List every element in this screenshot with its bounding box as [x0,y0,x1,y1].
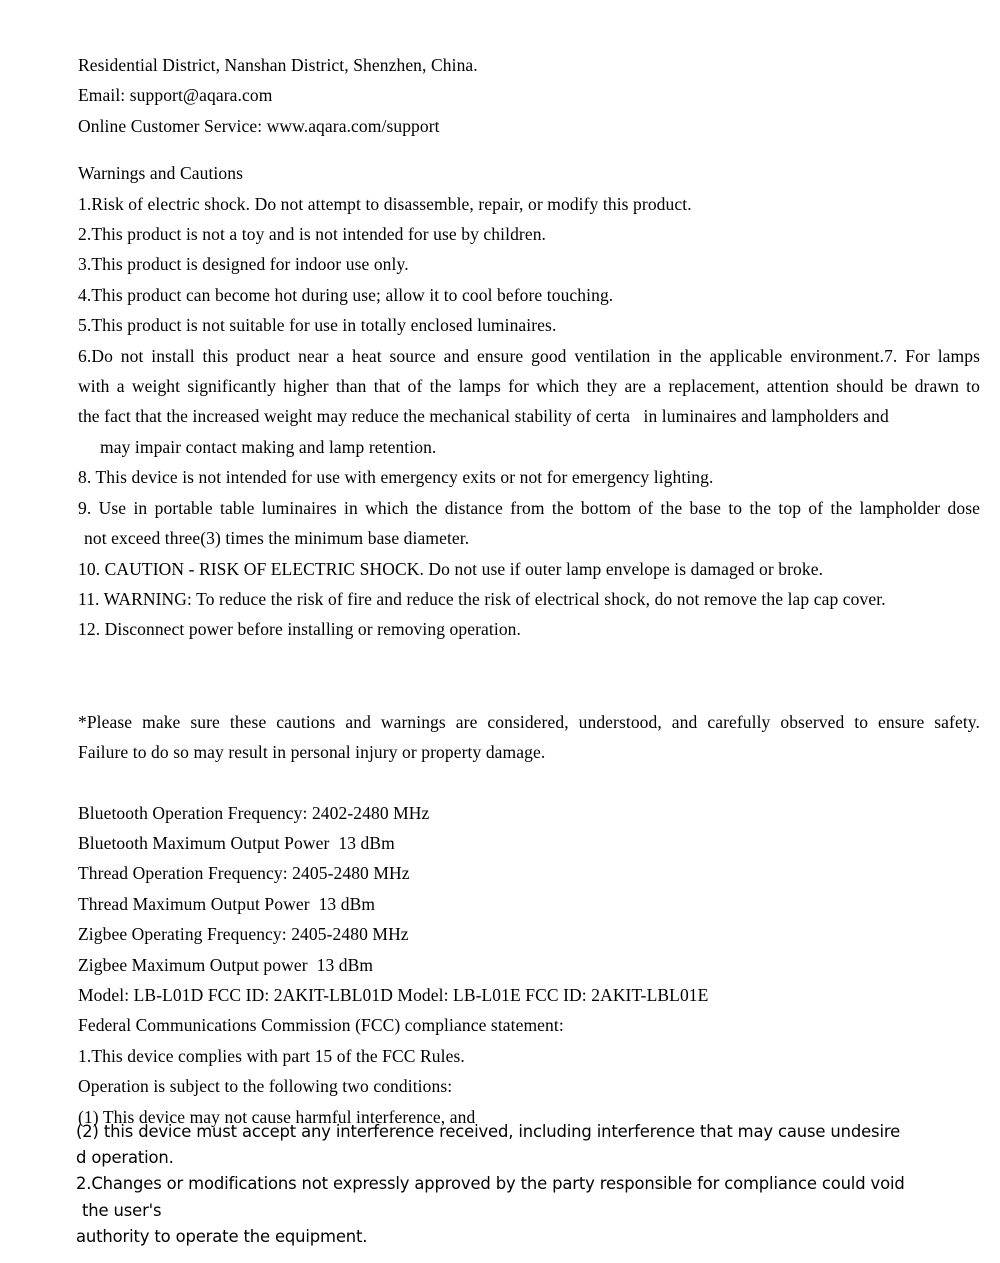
warning-item-1: 1.Risk of electric shock. Do not attempt to disassemble, repair, or modify this product. [78,193,692,214]
warning-item-11: 11. WARNING: To reduce the risk of fire and reduce the risk of electrical shock, do not remove the lap cap cover. [78,588,886,609]
warning-item-9-line-2: not exceed three(3) times the minimum base diameter. [84,528,470,549]
fcc-rule-2-line-3: authority to operate the equipment. [76,1226,368,1246]
warning-item-9-line-1: 9. Use in portable table luminaires in which the distance from the bottom of the base to the top of the lampholder dose [78,497,980,518]
document-body-sans [76,1119,984,1250]
spacer [78,645,980,707]
spacer [78,141,980,158]
warning-item-6-line-1: 6.Do not install this product near a heat source and ensure good ventilation in the applicable environment.7. For lamps [78,345,980,366]
warning-item-4: 4.This product can become hot during use; allow it to cool before touching. [78,284,614,305]
zigbee-power-line: Zigbee Maximum Output power 13 dBm [78,954,374,975]
fcc-condition-2-line-1: (2) this device must accept any interference received, including interference that may cause undesire [76,1122,901,1141]
warning-item-6-line-2: with a weight significantly higher than that of the lamps for which they are a replacement, attention should be drawn to [78,376,980,397]
model-fcc-id-line: Model: LB-L01D FCC ID: 2AKIT-LBL01D Model: LB-L01E FCC ID: 2AKIT-LBL01E [78,984,709,1005]
fcc-condition-1: (1) This device may not cause harmful interference, and [78,1106,476,1127]
zigbee-frequency-line: Zigbee Operating Frequency: 2405-2480 MHz [78,924,409,945]
safety-note-line-1: *Please make sure these cautions and warnings are considered, understood, and carefully observed to ensure safety. [78,711,980,732]
spacer [78,768,980,798]
address-line: Residential District, Nanshan District, Shenzhen, China. [78,55,478,75]
warning-item-6-line-4: may impair contact making and lamp retention. [100,436,437,457]
warning-item-5: 5.This product is not suitable for use in totally enclosed luminaires. [78,315,557,336]
bluetooth-frequency-line: Bluetooth Operation Frequency: 2402-2480 MHz [78,802,430,823]
email-line: Email: support@aqara.com [78,85,273,106]
warning-item-3: 3.This product is designed for indoor use only. [78,254,409,275]
warning-item-6-line-3: the fact that the increased weight may reduce the mechanical stability of certa in luminaires and lampholders and [78,406,889,427]
fcc-condition-2-line-2: d operation. [76,1148,174,1168]
thread-power-line: Thread Maximum Output Power 13 dBm [78,893,376,914]
fcc-rule-2-line-1: 2.Changes or modifications not expressly approved by the party responsible for compliance could void [76,1174,905,1194]
warning-item-10: 10. CAUTION - RISK OF ELECTRIC SHOCK. Do not use if outer lamp envelope is damaged or broke. [78,558,824,579]
warning-item-12: 12. Disconnect power before installing or removing operation. [78,619,521,640]
warnings-heading: Warnings and Cautions [78,163,243,184]
fcc-rule-2-line-2: the user's [82,1200,162,1220]
safety-note-line-2: Failure to do so may result in personal injury or property damage. [78,742,546,763]
fcc-conditions-intro: Operation is subject to the following two conditions: [78,1076,453,1097]
fcc-rule-1: 1.This device complies with part 15 of the FCC Rules. [78,1045,465,1066]
fcc-compliance-heading: Federal Communications Commission (FCC) compliance statement: [78,1015,564,1036]
warning-item-8: 8. This device is not intended for use with emergency exits or not for emergency lighting. [78,467,714,488]
warning-item-2: 2.This product is not a toy and is not intended for use by children. [78,224,547,245]
bluetooth-power-line: Bluetooth Maximum Output Power 13 dBm [78,832,395,853]
document-body-serif [78,50,980,1132]
online-support-line: Online Customer Service: www.aqara.com/support [78,115,440,136]
thread-frequency-line: Thread Operation Frequency: 2405-2480 MHz [78,863,410,884]
